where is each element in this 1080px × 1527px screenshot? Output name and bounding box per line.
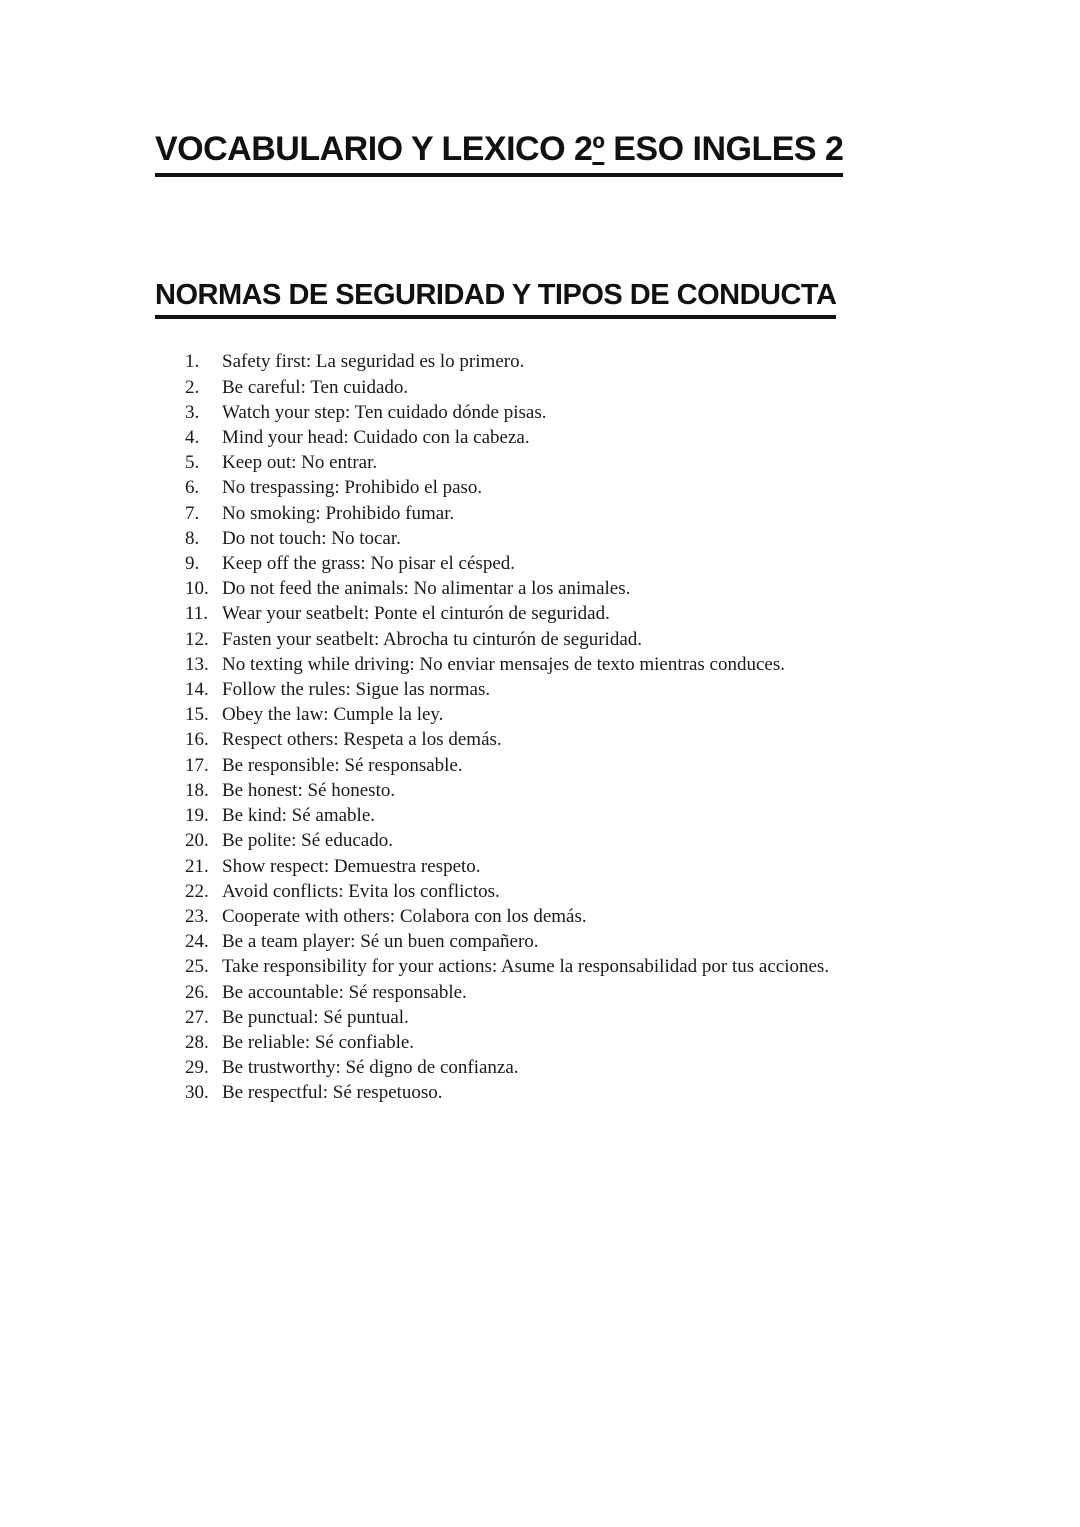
list-item-text: Be accountable: Sé responsable. (222, 981, 467, 1003)
page-title-ordinal: º (592, 130, 605, 168)
list-item-number: 12. (185, 628, 209, 650)
list-item-text: Be careful: Ten cuidado. (222, 376, 409, 398)
list-item (185, 727, 1000, 752)
list-item-text: Be polite: Sé educado. (222, 830, 393, 852)
list-item-number: 14. (185, 679, 209, 701)
list-item (185, 702, 1000, 727)
list-item (185, 450, 1000, 475)
list-item-text: Obey the law: Cumple la ley. (222, 704, 444, 726)
list-item-number: 8. (185, 527, 200, 549)
list-item (185, 1005, 1000, 1030)
list-item-text: Watch your step: Ten cuidado dónde pisas. (222, 401, 547, 423)
list-item-text: Be responsible: Sé responsable. (222, 754, 463, 776)
list-item-number: 13. (185, 653, 209, 675)
list-item (185, 601, 1000, 626)
list-item-number: 17. (185, 754, 209, 776)
list-item-text: Do not touch: No tocar. (222, 527, 401, 549)
page-title-text (155, 130, 843, 177)
list-item (185, 1080, 1000, 1105)
list-item (185, 576, 1000, 601)
section-heading (155, 279, 1000, 319)
list-item-number: 11. (185, 603, 209, 625)
list-item-number: 18. (185, 779, 209, 801)
list-item-text: Respect others: Respeta a los demás. (222, 729, 502, 751)
list-item (185, 904, 1000, 929)
list-item (185, 551, 1000, 576)
list-item (185, 1030, 1000, 1055)
page-title-prefix: VOCABULARIO Y LEXICO 2 (155, 130, 593, 168)
page-title-suffix: ESO INGLES 2 (604, 130, 844, 168)
list-item (185, 879, 1000, 904)
list-item-number: 7. (185, 502, 200, 524)
list-item-number: 16. (185, 729, 209, 751)
list-item (185, 652, 1000, 677)
list-item-number: 19. (185, 805, 209, 827)
list-item (185, 828, 1000, 853)
list-item-text: Be reliable: Sé confiable. (222, 1031, 415, 1053)
list-item-text: Be respectful: Sé respetuoso. (222, 1082, 443, 1104)
list-item (185, 854, 1000, 879)
list-item-number: 9. (185, 553, 200, 575)
list-item-text: Avoid conflicts: Evita los conflictos. (222, 880, 500, 902)
list-item-text: Safety first: La seguridad es lo primero. (222, 351, 525, 373)
list-item-text: Wear your seatbelt: Ponte el cinturón de seguridad. (222, 603, 610, 625)
list-item-number: 20. (185, 830, 209, 852)
list-item-text: No texting while driving: No enviar mensajes de texto mientras conduces. (222, 653, 785, 675)
list-item-number: 30. (185, 1082, 209, 1104)
list-item-text: Be honest: Sé honesto. (222, 779, 396, 801)
list-item-text: Follow the rules: Sigue las normas. (222, 679, 491, 701)
list-item (185, 677, 1000, 702)
list-item-number: 22. (185, 880, 209, 902)
list-item-number: 1. (185, 351, 200, 373)
list-item-number: 23. (185, 905, 209, 927)
list-item (185, 400, 1000, 425)
list-item (185, 753, 1000, 778)
document-content (155, 130, 1000, 1106)
list-item-number: 10. (185, 578, 209, 600)
list-item (185, 425, 1000, 450)
list-item-text: Show respect: Demuestra respeto. (222, 855, 481, 877)
list-item (185, 375, 1000, 400)
list-item-number: 4. (185, 427, 200, 449)
list-item (185, 526, 1000, 551)
list-item-number: 6. (185, 477, 200, 499)
list-item-text: Be trustworthy: Sé digno de confianza. (222, 1057, 519, 1079)
list-item-number: 15. (185, 704, 209, 726)
list-item (185, 929, 1000, 954)
list-item-number: 24. (185, 931, 209, 953)
section-heading-text: NORMAS DE SEGURIDAD Y TIPOS DE CONDUCTA (155, 279, 836, 319)
list-item-number: 28. (185, 1031, 209, 1053)
vocab-list (155, 349, 1000, 1105)
list-item-text: Be kind: Sé amable. (222, 805, 376, 827)
list-item-text: Be punctual: Sé puntual. (222, 1006, 409, 1028)
list-item-text: Take responsibility for your actions: Asume la responsabilidad por tus acciones. (222, 956, 830, 978)
list-item-number: 3. (185, 401, 200, 423)
list-item-number: 29. (185, 1057, 209, 1079)
list-item-number: 5. (185, 452, 200, 474)
list-item (185, 954, 1000, 979)
list-item-text: Cooperate with others: Colabora con los demás. (222, 905, 587, 927)
list-item-text: Keep off the grass: No pisar el césped. (222, 553, 515, 575)
list-item (185, 1055, 1000, 1080)
list-item-text: Mind your head: Cuidado con la cabeza. (222, 427, 530, 449)
list-item-number: 26. (185, 981, 209, 1003)
list-item-text: No trespassing: Prohibido el paso. (222, 477, 483, 499)
list-item-number: 25. (185, 956, 209, 978)
list-item (185, 627, 1000, 652)
list-item-number: 27. (185, 1006, 209, 1028)
list-item (185, 980, 1000, 1005)
list-item (185, 475, 1000, 500)
list-item-text: Keep out: No entrar. (222, 452, 378, 474)
list-item-text: Fasten your seatbelt: Abrocha tu cinturón de seguridad. (222, 628, 643, 650)
list-item-text: Do not feed the animals: No alimentar a los animales. (222, 578, 631, 600)
list-item (185, 501, 1000, 526)
list-item-number: 21. (185, 855, 209, 877)
list-item-text: Be a team player: Sé un buen compañero. (222, 931, 539, 953)
list-item (185, 778, 1000, 803)
list-item-number: 2. (185, 376, 200, 398)
list-item (185, 349, 1000, 374)
list-item (185, 803, 1000, 828)
page-title (155, 130, 1000, 177)
list-item-text: No smoking: Prohibido fumar. (222, 502, 455, 524)
